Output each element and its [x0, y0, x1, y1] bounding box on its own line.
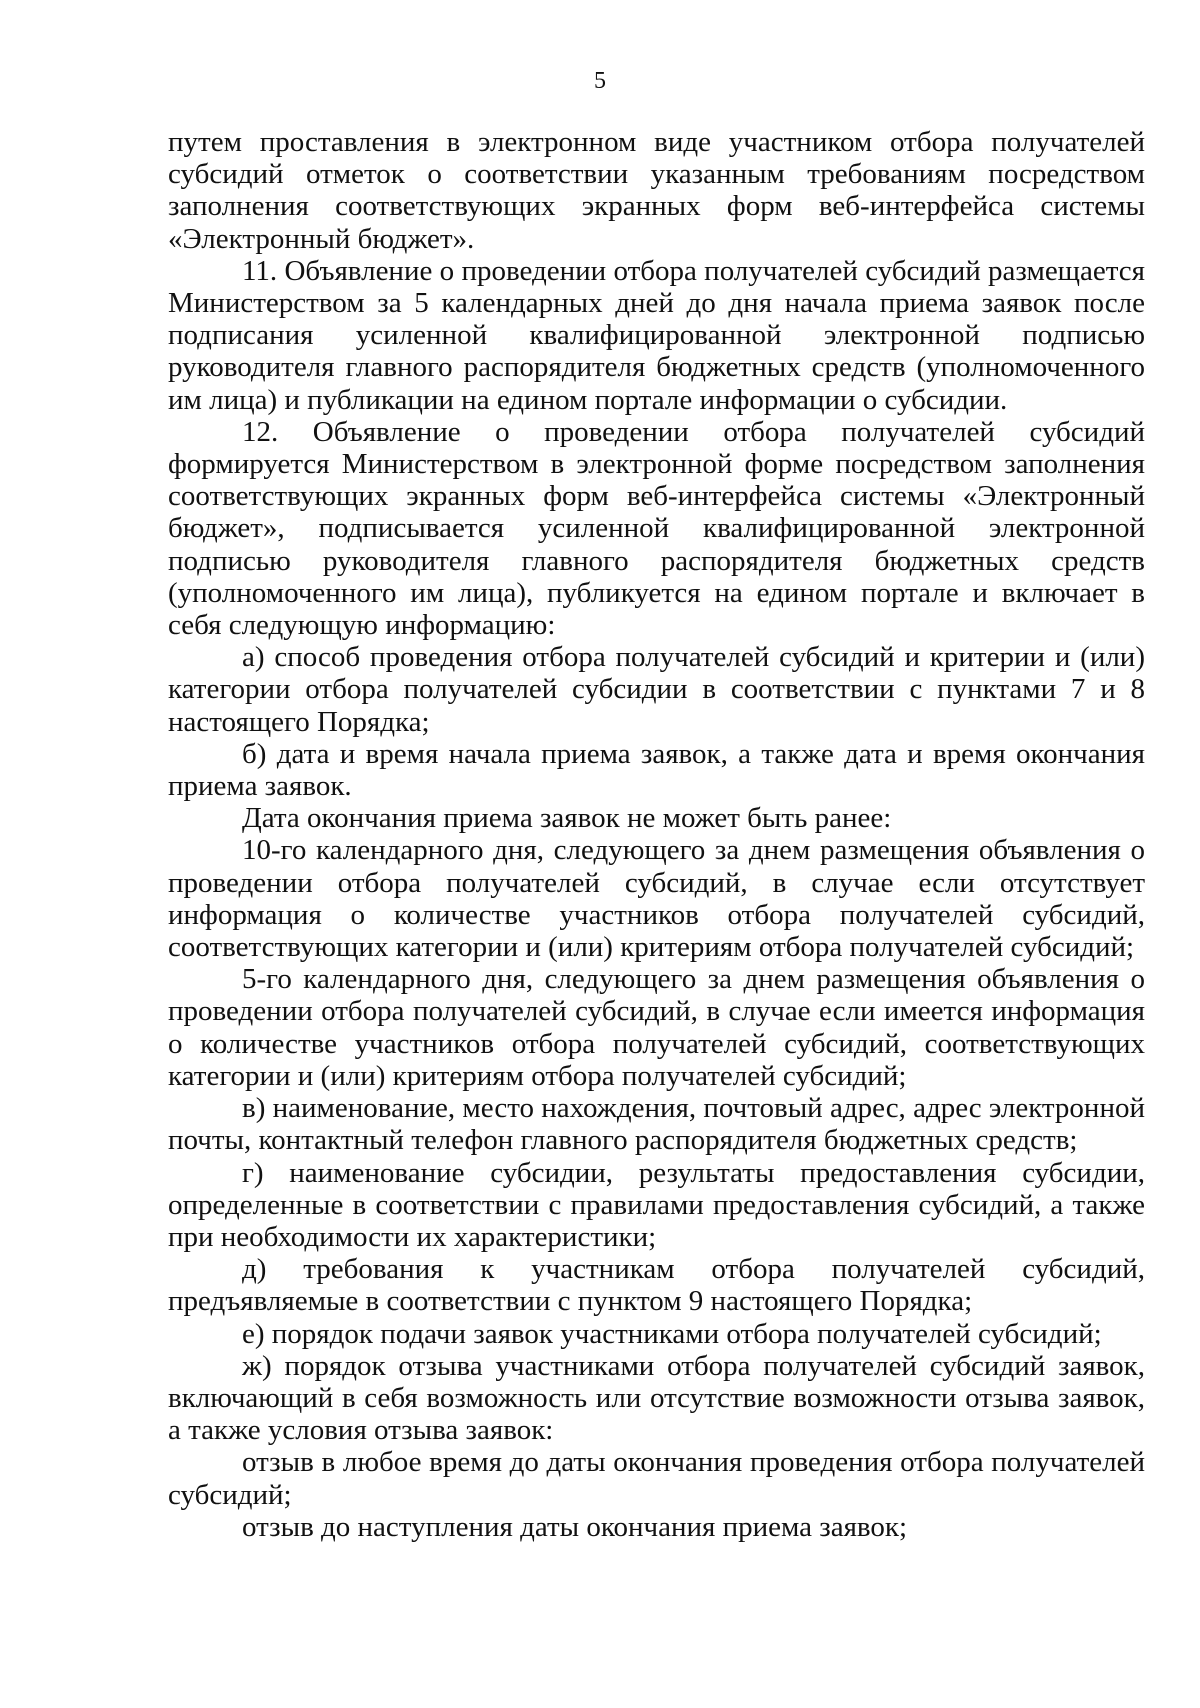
paragraph-deadline-5-day: 5-го календарного дня, следующего за днем размещения объявления о проведении отбора получателей субсидий, в случае если имеется информация о количестве участников отбора получателей субсидий, соответствующих категории и (или) критериям отбора получателей субсидий; [168, 963, 1145, 1092]
paragraph-subitem-zh: ж) порядок отзыва участниками отбора получателей субсидий заявок, включающий в себя возможность или отсутствие возможности отзыва заявок, а также условия отзыва заявок: [168, 1349, 1145, 1447]
paragraph-withdrawal-anytime: отзыв в любое время до даты окончания проведения отбора получателей субсидий; [168, 1446, 1145, 1511]
paragraph-continuation: путем проставления в электронном виде участником отбора получателей субсидий отметок о соответствии указанным требованиям посредством заполнения соответствующих экранных форм веб-интерфейса системы «Электронный бюджет». [168, 126, 1145, 255]
paragraph-deadline-10-day: 10-го календарного дня, следующего за днем размещения объявления о проведении отбора получателей субсидий, в случае если отсутствует информация о количестве участников отбора получателей субсидий, соответствующих категории и (или) критериям отбора получателей субсидий; [168, 834, 1145, 964]
page-number: 5 [594, 68, 606, 94]
paragraph-item-12: 12. Объявление о проведении отбора получателей субсидий формируется Министерством в электронной форме посредством заполнения соответствующих экранных форм веб-интерфейса системы «Электронный бюджет», подписывается усиленной квалифицированной электронной подписью руководителя главного распорядителя бюджетных средств (уполномоченного им лица), публикуется на едином портале и включает в себя следующую информацию: [168, 415, 1145, 642]
paragraph-subitem-g: г) наименование субсидии, результаты предоставления субсидии, определенные в соответствии с правилами предоставления субсидий, а также при необходимости их характеристики; [168, 1156, 1145, 1253]
paragraph-subitem-b: б) дата и время начала приема заявок, а также дата и время окончания приема заявок. [168, 737, 1145, 803]
paragraph-item-11: 11. Объявление о проведении отбора получателей субсидий размещается Министерством за 5 календарных дней до дня начала приема заявок после подписания усиленной квалифицированной электронной подписью руководителя главного распорядителя бюджетных средств (уполномоченного им лица) и публикации на едином портале информации о субсидии. [168, 254, 1145, 416]
paragraph-withdrawal-before-deadline: отзыв до наступления даты окончания приема заявок; [242, 1510, 908, 1543]
paragraph-subitem-d: д) требования к участникам отбора получателей субсидий, предъявляемые в соответствии с пунктом 9 настоящего Порядка; [168, 1253, 1145, 1318]
paragraph-deadline-intro: Дата окончания приема заявок не может быть ранее: [242, 802, 892, 835]
paragraph-subitem-e: е) порядок подачи заявок участниками отбора получателей субсидий; [242, 1317, 1102, 1350]
document-body [168, 126, 1145, 1543]
paragraph-subitem-v: в) наименование, место нахождения, почтовый адрес, адрес электронной почты, контактный телефон главного распорядителя бюджетных средств; [168, 1092, 1145, 1157]
paragraph-subitem-a: а) способ проведения отбора получателей субсидий и критерии и (или) категории отбора получателей субсидии в соответствии с пунктами 7 и 8 настоящего Порядка; [168, 641, 1145, 738]
